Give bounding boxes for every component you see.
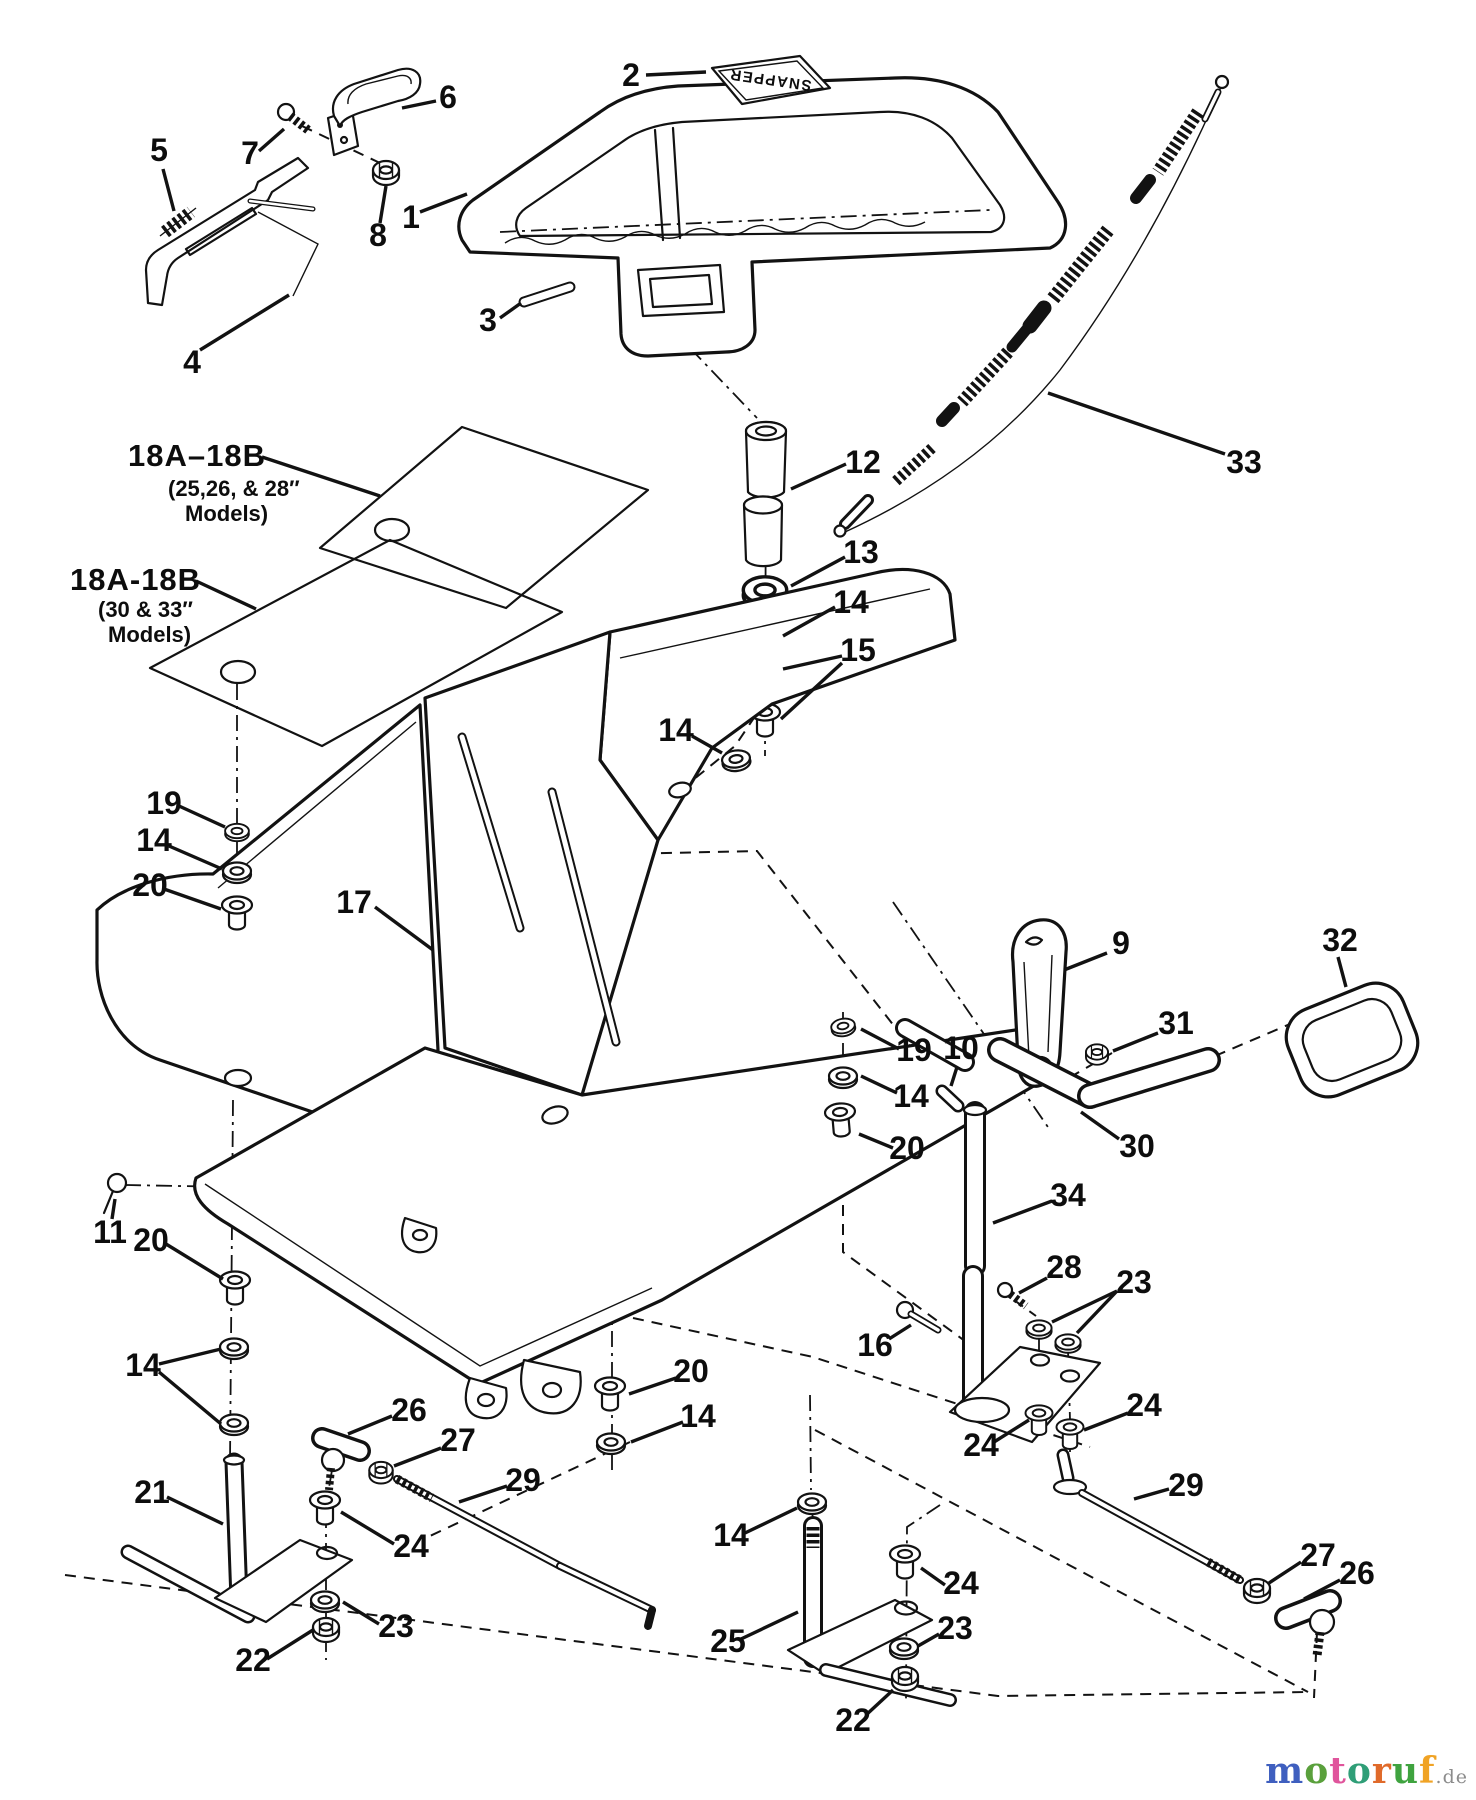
watermark-letter: o <box>1304 1750 1330 1792</box>
leader-line-6 <box>402 101 436 108</box>
leader-line-23 <box>918 1634 939 1646</box>
console-right-arm <box>600 570 955 840</box>
leader-line-33 <box>1048 393 1225 454</box>
leader-line-30 <box>1081 1112 1119 1139</box>
leader-line-23 <box>1052 1291 1117 1322</box>
leader-line-19 <box>179 806 225 827</box>
column-tube-lower <box>744 497 782 567</box>
leader-line-31 <box>1113 1033 1158 1051</box>
tie-rod-end <box>1286 1601 1334 1656</box>
drag-link-rod-left <box>397 1479 652 1626</box>
watermark-wordmark <box>1265 1750 1435 1792</box>
washer <box>890 1639 918 1660</box>
leader-line-20 <box>166 1244 223 1279</box>
leader-line-19 <box>861 1029 899 1049</box>
leader-line-32 <box>1338 957 1346 987</box>
washer <box>597 1434 625 1455</box>
leader-line-26 <box>348 1416 392 1434</box>
washer <box>223 863 251 884</box>
flange-nut <box>1086 1044 1108 1064</box>
steering-wheel <box>459 78 1066 356</box>
part-label-5: 5 <box>150 132 168 168</box>
jam-nut <box>369 1462 392 1484</box>
leader-line-20 <box>629 1378 676 1394</box>
part-label-20: 20 <box>132 867 168 903</box>
part-label-14: 14 <box>136 822 172 858</box>
leader-line-25 <box>741 1612 798 1639</box>
leader-line-2 <box>646 72 706 75</box>
plate-18ab-small <box>320 427 648 608</box>
leader-line-14 <box>159 1349 221 1364</box>
part-label-15: 15 <box>840 632 876 668</box>
leader-line-27 <box>394 1448 441 1466</box>
part-label-27: 27 <box>1300 1537 1336 1573</box>
leader-line-5 <box>163 169 174 211</box>
mid-underdeck-hardware <box>595 1378 625 1455</box>
part-label-11: 11 <box>93 1214 127 1250</box>
model-label-sub2-0: Models) <box>185 501 269 526</box>
part-label-17: 17 <box>336 884 372 920</box>
leader-line-22 <box>267 1630 313 1659</box>
model-label-sub1-0: (25,26, & 28″ <box>168 476 300 501</box>
part-label-24: 24 <box>1126 1387 1162 1423</box>
roll-pin <box>524 287 570 302</box>
leader-line-23 <box>343 1602 379 1624</box>
drag-link-rod <box>1054 1455 1240 1580</box>
washer <box>1055 1334 1080 1352</box>
leader-line-23 <box>1077 1291 1117 1333</box>
part-label-23: 23 <box>378 1608 414 1644</box>
leader-line-1 <box>420 194 467 212</box>
flanged-bushing <box>595 1378 625 1411</box>
part-label-21: 21 <box>134 1474 170 1510</box>
washer <box>311 1592 339 1613</box>
latch-lever-assembly <box>146 69 420 305</box>
part-label-32: 32 <box>1322 922 1358 958</box>
part-label-25: 25 <box>710 1623 746 1659</box>
emblem-text: SNAPPER <box>727 65 813 94</box>
part-label-29: 29 <box>505 1462 541 1498</box>
part-label-34: 34 <box>1050 1177 1086 1213</box>
jam-nut <box>1244 1579 1270 1603</box>
watermark-letter: u <box>1391 1750 1420 1792</box>
part-label-33: 33 <box>1226 444 1262 480</box>
part-label-14: 14 <box>833 584 869 620</box>
part-label-24: 24 <box>943 1565 979 1601</box>
part-label-26: 26 <box>1339 1555 1375 1591</box>
bushing <box>310 1492 340 1525</box>
watermark-letter: o <box>1346 1750 1372 1792</box>
leader-line-24 <box>341 1512 394 1544</box>
hex-nut <box>313 1618 339 1642</box>
watermark-letter: m <box>1265 1750 1305 1792</box>
watermark-letter: t <box>1329 1750 1347 1792</box>
model-label-title-0: 18A–18B <box>128 438 266 473</box>
leader-line-24 <box>1084 1413 1128 1430</box>
part-label-19: 19 <box>146 785 182 821</box>
steering-wheel-hub <box>638 265 724 316</box>
leader-line-24 <box>921 1568 945 1585</box>
handle-grip <box>333 69 420 126</box>
part-label-29: 29 <box>1168 1467 1204 1503</box>
leader-line-14 <box>159 1372 221 1424</box>
watermark-letter: f <box>1419 1750 1436 1792</box>
bushing <box>890 1546 920 1579</box>
leader-line-4 <box>200 295 289 350</box>
washer <box>829 1068 857 1089</box>
flanged-bushing <box>220 1272 250 1305</box>
part-label-24: 24 <box>393 1528 429 1564</box>
latch-lever <box>146 158 318 305</box>
washer <box>1026 1320 1051 1338</box>
part-label-31: 31 <box>1158 1005 1194 1041</box>
part-label-20: 20 <box>673 1353 709 1389</box>
part-label-23: 23 <box>937 1610 973 1646</box>
part-label-27: 27 <box>440 1422 476 1458</box>
part-label-24: 24 <box>963 1427 999 1463</box>
model-labels <box>70 438 380 647</box>
part-label-20: 20 <box>889 1130 925 1166</box>
part-label-26: 26 <box>391 1392 427 1428</box>
part-label-23: 23 <box>1116 1264 1152 1300</box>
leader-line-14 <box>745 1508 797 1533</box>
hex-nut <box>373 161 399 185</box>
model-label-sub1-1: (30 & 33″ <box>98 597 193 622</box>
part-label-13: 13 <box>843 534 879 570</box>
push-nut <box>830 1017 856 1038</box>
leader-line-9 <box>1064 953 1107 970</box>
leader-line-27 <box>1269 1562 1301 1583</box>
model-label-title-1: 18A-18B <box>70 562 202 597</box>
part-label-19: 19 <box>896 1032 932 1068</box>
part-label-20: 20 <box>133 1222 169 1258</box>
part-label-22: 22 <box>835 1702 871 1738</box>
leader-line-12 <box>791 464 846 489</box>
hex-nut <box>892 1667 918 1691</box>
watermark-letter: r <box>1371 1750 1392 1792</box>
part-label-9: 9 <box>1112 925 1130 961</box>
part-label-10: 10 <box>943 1030 979 1066</box>
washer <box>721 749 752 773</box>
part-label-16: 16 <box>857 1327 893 1363</box>
washer <box>220 1339 248 1360</box>
part-label-8: 8 <box>369 217 387 253</box>
leader-line-3 <box>500 303 521 318</box>
washer <box>220 1415 248 1436</box>
leader-line-21 <box>167 1497 223 1524</box>
shoulder-bolt <box>998 1283 1026 1306</box>
model-leader-1 <box>196 581 256 609</box>
part-label-14: 14 <box>893 1078 929 1114</box>
part-label-12: 12 <box>845 444 881 480</box>
part-label-7: 7 <box>241 135 259 171</box>
part-label-4: 4 <box>183 344 201 380</box>
leader-line-14 <box>631 1422 683 1442</box>
part-label-1: 1 <box>402 199 420 235</box>
push-nut <box>225 824 249 841</box>
part-label-22: 22 <box>235 1642 271 1678</box>
center-shaft-assembly <box>788 1494 950 1701</box>
part-label-6: 6 <box>439 79 457 115</box>
part-label-28: 28 <box>1046 1249 1082 1285</box>
leader-line-29 <box>459 1486 507 1502</box>
part-label-14: 14 <box>680 1398 716 1434</box>
part-label-2: 2 <box>622 57 640 93</box>
leader-line-34 <box>993 1201 1052 1223</box>
column-tube-upper <box>746 422 786 497</box>
part-label-30: 30 <box>1119 1128 1155 1164</box>
watermark-suffix: .de <box>1435 1766 1468 1788</box>
grip-ring <box>1277 974 1426 1106</box>
leader-line-28 <box>1019 1278 1047 1293</box>
washer <box>798 1494 826 1515</box>
leader-line-29 <box>1134 1489 1169 1499</box>
model-label-sub2-1: Models) <box>108 622 192 647</box>
part-label-14: 14 <box>713 1517 749 1553</box>
leader-line-14 <box>169 846 222 869</box>
part-label-14: 14 <box>125 1347 161 1383</box>
leader-line-7 <box>259 129 284 151</box>
part-label-14: 14 <box>658 712 694 748</box>
tie-rod-end-left <box>322 1438 360 1490</box>
part-label-3: 3 <box>479 302 497 338</box>
watermark <box>1265 1750 1468 1792</box>
